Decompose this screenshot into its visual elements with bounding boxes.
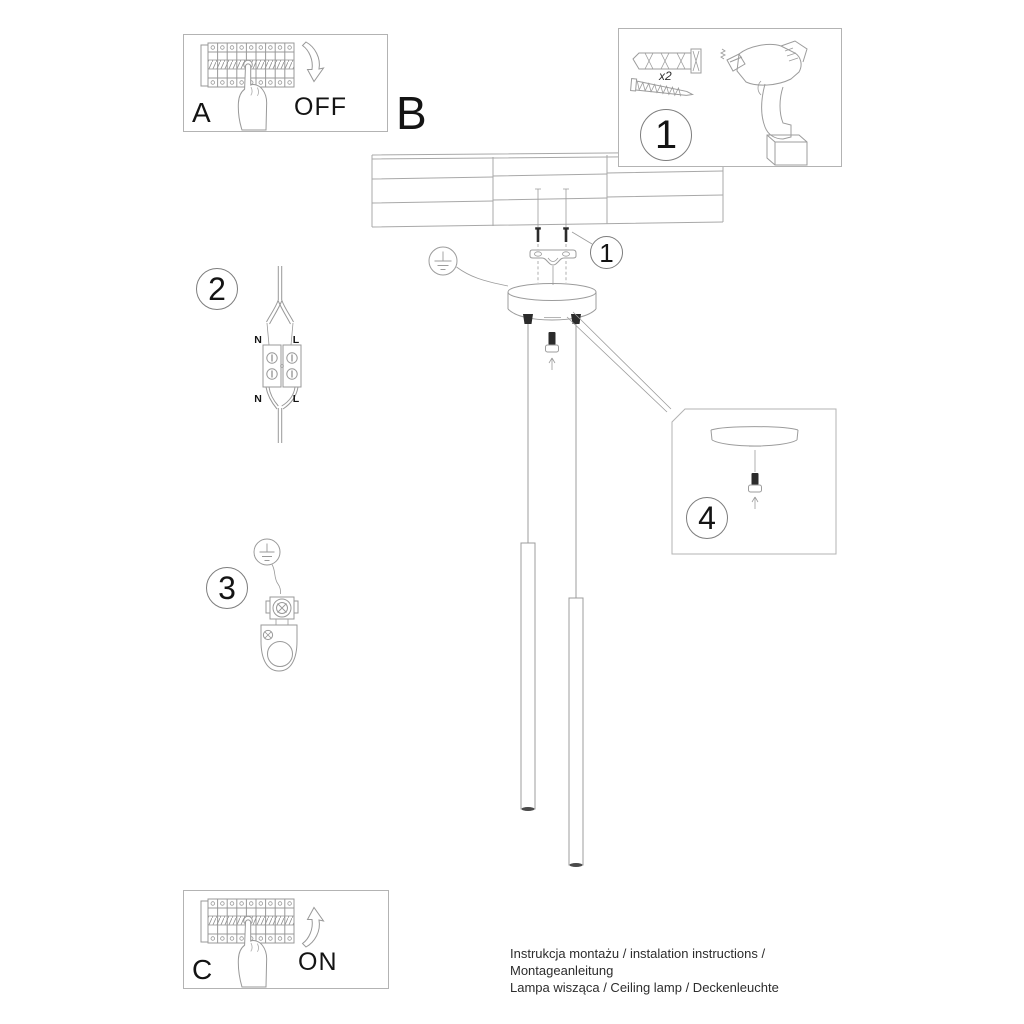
supply-cable [278, 266, 281, 300]
ground-wire [272, 565, 281, 595]
arrow-down-icon [303, 42, 324, 82]
drill-icon [721, 41, 807, 165]
canopy-detail-box [671, 408, 837, 555]
breaker-off-illustration [184, 35, 387, 131]
ground-clamp [266, 597, 298, 625]
footer-title-line2: Lampa wisząca / Ceiling lamp / Deckenleuchte [510, 980, 779, 995]
ground-symbol-icon [429, 247, 508, 286]
mounting-bracket [530, 250, 576, 265]
pendant-tube-right [569, 598, 583, 867]
hand-icon [238, 920, 266, 987]
mounting-assembly [420, 180, 680, 880]
hand-icon [238, 64, 266, 130]
wire-label-n-bottom: N [254, 393, 262, 405]
footer-title-line1: Instrukcja montażu / instalation instructions / Montageanleitung [510, 946, 766, 978]
leader-line-step1 [572, 232, 592, 244]
pendant-tube-left [521, 543, 535, 811]
drill-hole-guides [535, 189, 569, 227]
footer [510, 945, 850, 996]
wiring-diagram [250, 262, 310, 447]
step-4-badge: 4 [686, 497, 728, 539]
ground-symbol-icon [254, 539, 280, 565]
ceiling-canopy [508, 284, 596, 321]
step-2-badge: 2 [196, 268, 238, 310]
wire-label-n-top: N [254, 334, 262, 346]
panel-off-box [183, 34, 388, 132]
lamp-cable [278, 408, 281, 443]
dowel-quantity-label: x2 [659, 69, 672, 83]
terminal-block [263, 345, 301, 387]
panel-on-box [183, 890, 389, 989]
grounding-diagram [250, 535, 310, 685]
step-1-badge: 1 [640, 109, 692, 161]
mounting-screws [535, 227, 569, 242]
step-1-callout: 1 [590, 236, 623, 269]
off-label: OFF [294, 93, 347, 121]
section-b-label: B [396, 87, 427, 139]
arrow-up-icon [303, 908, 324, 948]
canopy-screw [546, 332, 559, 370]
wire-label-l-bottom: L [292, 393, 300, 405]
step-3-badge: 3 [206, 567, 248, 609]
breaker-on-illustration [184, 891, 388, 988]
kit-box [618, 28, 842, 167]
wire-label-l-top: L [292, 334, 300, 346]
on-label: ON [298, 948, 338, 976]
leader-lines-step4 [567, 312, 671, 412]
section-a-label: A [192, 97, 211, 128]
ground-bracket [261, 625, 297, 671]
section-c-label: C [192, 954, 213, 985]
